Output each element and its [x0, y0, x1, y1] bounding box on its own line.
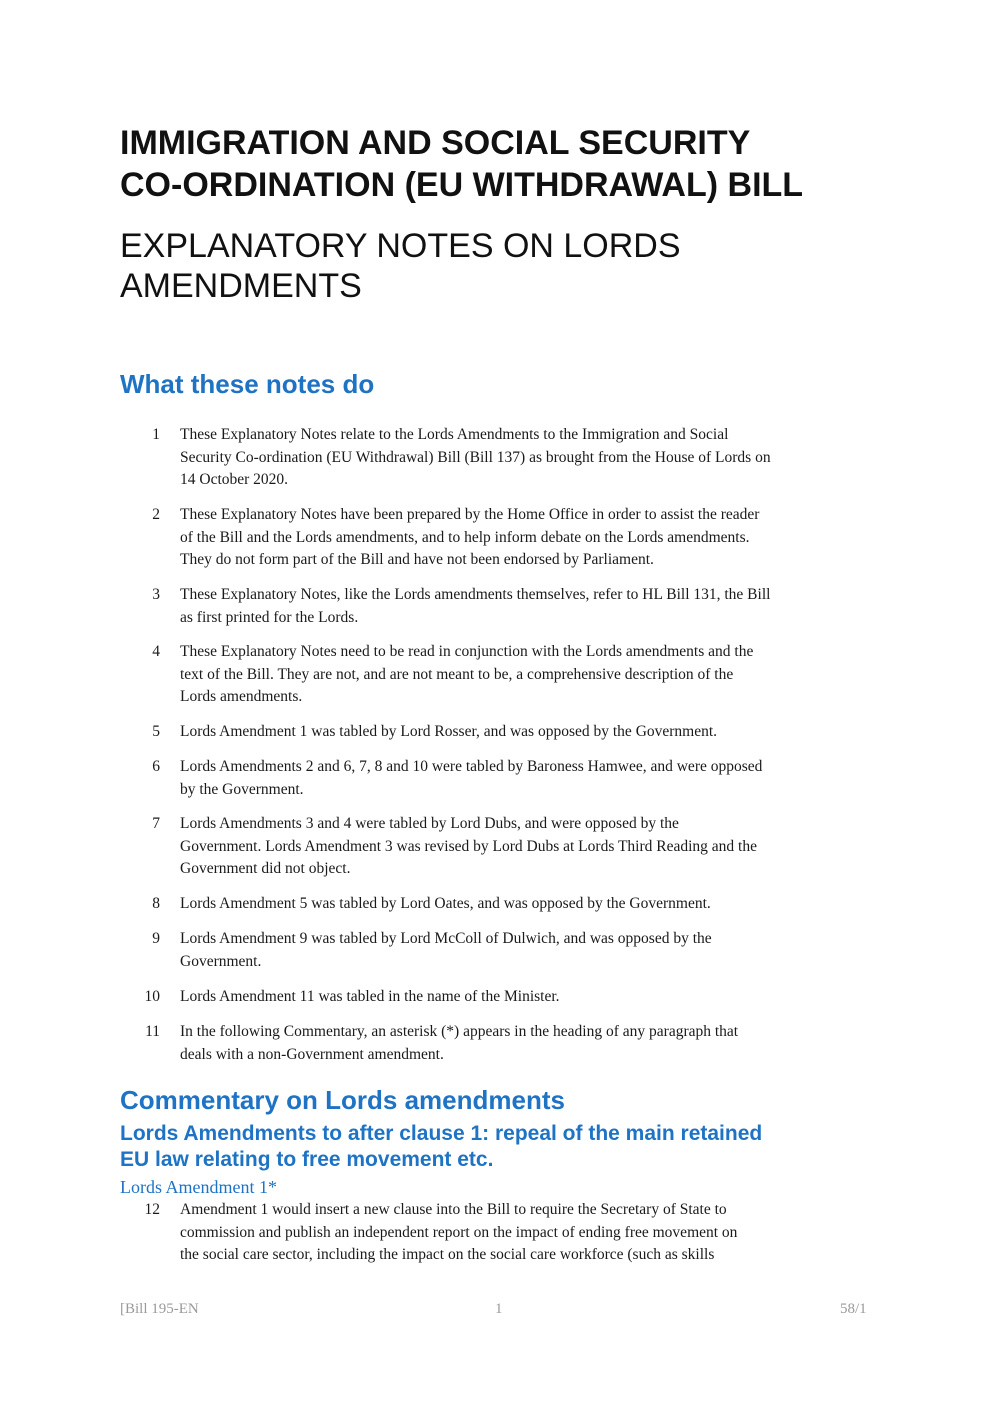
paragraph-text	[180, 1021, 880, 1066]
paragraph-text	[180, 893, 880, 916]
paragraph-number: 10	[144, 988, 160, 1005]
text-line: They do not form part of the Bill and have not been endorsed by Parliament.	[180, 551, 654, 568]
text-line: the social care sector, including the impact on the social care workforce (such as skills	[180, 1246, 715, 1263]
subsection-heading	[120, 1121, 880, 1173]
text-line: These Explanatory Notes, like the Lords amendments themselves, refer to HL Bill 131, the Bill	[180, 586, 771, 603]
footer-print-number: 58/1	[840, 1301, 867, 1317]
paragraph-number: 6	[152, 758, 160, 775]
text-line: commission and publish an independent report on the impact of ending free movement on	[180, 1223, 738, 1241]
paragraph-text	[180, 584, 880, 629]
text-line: These Explanatory Notes need to be read in conjunction with the Lords amendments and the	[180, 643, 754, 660]
text-line: Lords Amendment 9 was tabled by Lord McColl of Dulwich, and was opposed by the	[180, 930, 712, 947]
paragraph-number: 8	[152, 895, 160, 912]
subheading-line: Lords Amendments to after clause 1: repeal of the main retained	[120, 1122, 763, 1145]
paragraph-number: 1	[152, 426, 160, 443]
text-line: Government.	[180, 952, 262, 970]
paragraph-text	[180, 756, 880, 801]
section-heading-commentary: Commentary on Lords amendments	[120, 1085, 565, 1115]
text-line: These Explanatory Notes relate to the Lords Amendments to the Immigration and Social	[180, 426, 729, 443]
text-line: In the following Commentary, an asterisk (*) appears in the heading of any paragraph that	[180, 1023, 739, 1040]
text-line: Lords Amendments 3 and 4 were tabled by Lord Dubs, and were opposed by the	[180, 815, 679, 832]
footer-bill-reference: [Bill 195-EN	[120, 1301, 199, 1317]
paragraph-text	[180, 813, 880, 881]
amendment-heading: Lords Amendment 1*	[120, 1177, 277, 1197]
text-line: Government. Lords Amendment 3 was revised by Lord Dubs at Lords Third Reading and the	[180, 837, 757, 855]
text-line: 14 October 2020.	[180, 471, 289, 488]
section-heading-what-these-notes-do: What these notes do	[120, 369, 375, 399]
text-line: Lords Amendment 1 was tabled by Lord Rosser, and was opposed by the Government.	[180, 723, 718, 740]
footer-page-number: 1	[495, 1301, 503, 1317]
paragraph-number: 5	[152, 723, 160, 740]
subheading-line: EU law relating to free movement etc.	[120, 1148, 494, 1171]
text-line: These Explanatory Notes have been prepared by the Home Office in order to assist the reader	[180, 506, 760, 523]
paragraph-number: 9	[152, 930, 160, 947]
paragraph-text	[180, 986, 880, 1009]
title-line: CO-ORDINATION (EU WITHDRAWAL) BILL	[120, 166, 804, 204]
paragraph-number: 7	[152, 815, 160, 832]
paragraph-text	[180, 504, 880, 572]
text-line: Lords Amendments 2 and 6, 7, 8 and 10 were tabled by Baroness Hamwee, and were opposed	[180, 758, 763, 775]
paragraph-text	[180, 424, 880, 492]
paragraph-number: 4	[152, 643, 160, 660]
text-line: Amendment 1 would insert a new clause into the Bill to require the Secretary of State to	[180, 1201, 727, 1218]
paragraph-text	[180, 721, 880, 744]
paragraph-number: 2	[152, 506, 160, 523]
text-line: Government did not object.	[180, 860, 351, 877]
paragraph-text	[180, 928, 880, 973]
document-title	[120, 122, 910, 206]
text-line: text of the Bill. They are not, and are not meant to be, a comprehensive description of the	[180, 665, 734, 683]
text-line: of the Bill and the Lords amendments, and to help inform debate on the Lords amendments.	[180, 528, 750, 546]
paragraph-text	[180, 641, 880, 709]
paragraph-number: 3	[152, 586, 160, 603]
subtitle-line: AMENDMENTS	[120, 267, 362, 305]
text-line: Lords Amendment 11 was tabled in the name of the Minister.	[180, 988, 560, 1005]
text-line: Lords amendments.	[180, 688, 303, 705]
title-line: IMMIGRATION AND SOCIAL SECURITY	[120, 124, 751, 162]
document-subtitle	[120, 226, 880, 306]
text-line: by the Government.	[180, 780, 304, 798]
paragraph-number: 11	[145, 1023, 160, 1040]
text-line: as first printed for the Lords.	[180, 608, 359, 626]
text-line: deals with a non-Government amendment.	[180, 1045, 444, 1063]
paragraph-text	[180, 1199, 880, 1267]
text-line: Security Co-ordination (EU Withdrawal) Bill (Bill 137) as brought from the House of Lords on	[180, 448, 771, 466]
paragraph-number: 12	[144, 1201, 160, 1218]
subtitle-line: EXPLANATORY NOTES ON LORDS	[120, 227, 681, 265]
text-line: Lords Amendment 5 was tabled by Lord Oates, and was opposed by the Government.	[180, 895, 711, 912]
